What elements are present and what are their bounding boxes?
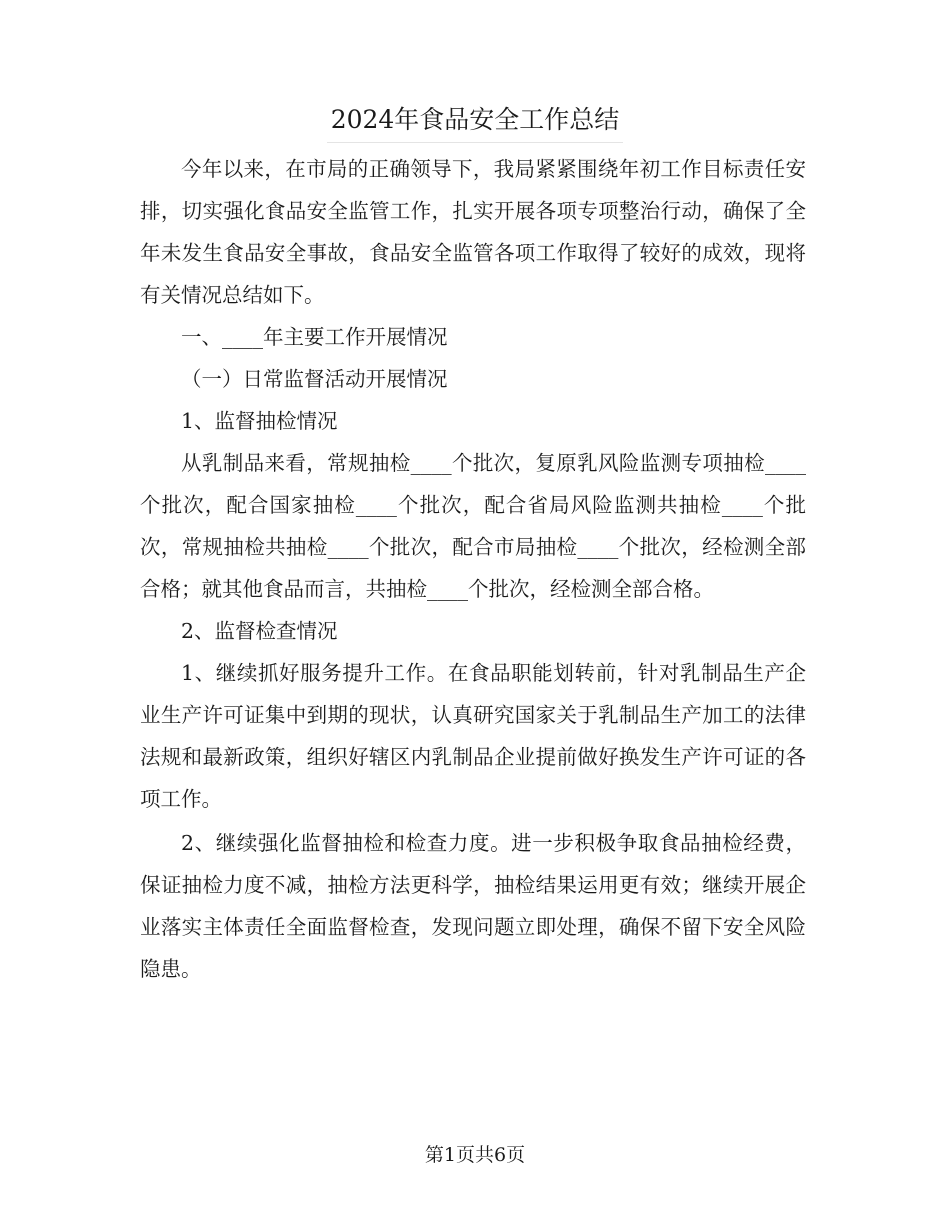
- paragraph-inspection: 2、继续强化监督抽检和检查力度。进一步积极争取食品抽检经费，保证抽检力度不减，抽检方法更科学，抽检结果运用更有效；继续开展企业落实主体责任全面监督检查，发现问题立即处理，确保不留下安全风险隐患。: [140, 831, 806, 981]
- page-footer: 第1页共6页: [424, 1144, 526, 1166]
- paragraph-intro: 今年以来，在市局的正确领导下，我局紧紧围绕年初工作目标责任安排，切实强化食品安全监管工作，扎实开展各项专项整治行动，确保了全年未发生食品安全事故，食品安全监管各项工作取得了较好的成效，现将有关情况总结如下。: [140, 157, 806, 307]
- heading-item-2: 2、监督检查情况: [181, 619, 338, 643]
- heading-item-1: 1、监督抽检情况: [181, 409, 338, 433]
- paragraph-service: 1、继续抓好服务提升工作。在食品职能划转前，针对乳制品生产企业生产许可证集中到期的现状，认真研究国家关于乳制品生产加工的法律法规和最新政策，组织好辖区内乳制品企业提前做好换发生产许可证的各项工作。: [140, 661, 806, 811]
- paragraph-sampling: 从乳制品来看，常规抽检____个批次，复原乳风险监测专项抽检____个批次，配合国家抽检____个批次，配合省局风险监测共抽检____个批次，常规抽检共抽检____个批次，配合市局抽检____个批次，经检测全部合格；就其他食品而言，共抽检____个批次，经检测全部合格。: [140, 451, 806, 601]
- heading-section-1: 一、____年主要工作开展情况: [181, 325, 448, 349]
- document-body: [140, 148, 806, 990]
- document-title: 2024年食品安全工作总结: [327, 100, 624, 143]
- title-area: [0, 100, 950, 143]
- heading-subsection-1: （一）日常监督活动开展情况: [181, 367, 448, 391]
